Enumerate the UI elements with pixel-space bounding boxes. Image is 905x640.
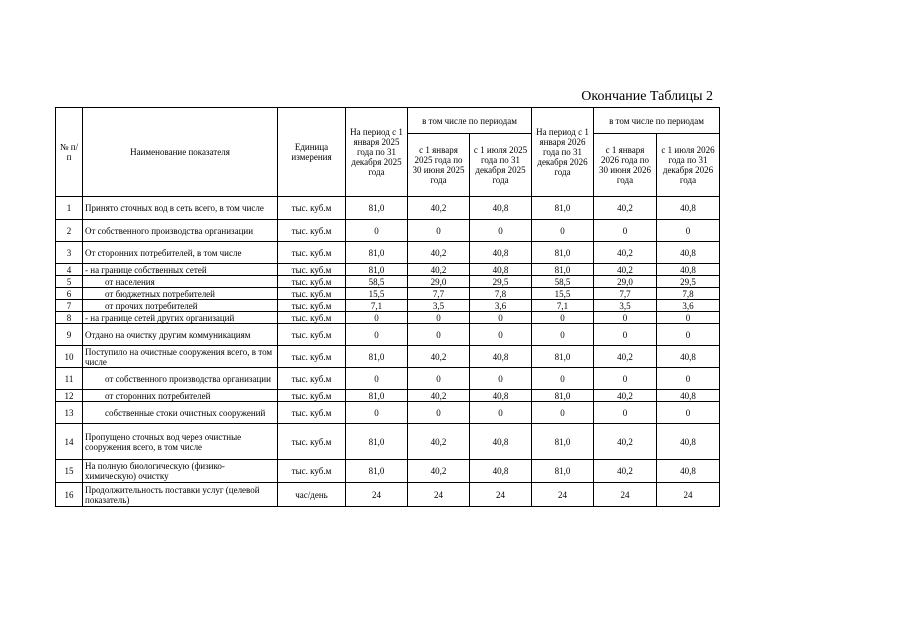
value-cell: 0 bbox=[346, 402, 408, 424]
value-cell: 0 bbox=[408, 402, 470, 424]
value-cell: 0 bbox=[408, 220, 470, 242]
value-cell: 40,8 bbox=[470, 197, 532, 220]
value-cell: 40,2 bbox=[594, 197, 657, 220]
value-cell: 81,0 bbox=[532, 264, 594, 276]
value-cell: 40,2 bbox=[408, 424, 470, 460]
value-cell: 3,6 bbox=[470, 300, 532, 312]
value-cell: 81,0 bbox=[532, 390, 594, 402]
header-subperiods-2025: в том числе по периодам bbox=[408, 108, 532, 134]
value-cell: 40,8 bbox=[657, 346, 720, 368]
unit-cell: тыс. куб.м bbox=[278, 368, 346, 390]
value-cell: 40,8 bbox=[470, 460, 532, 483]
indicator-name: от населения bbox=[83, 276, 278, 288]
indicator-name: Отдано на очистку другим коммуникациям bbox=[83, 324, 278, 346]
value-cell: 81,0 bbox=[532, 346, 594, 368]
table-row bbox=[56, 220, 720, 242]
row-number: 5 bbox=[56, 276, 83, 288]
indicator-name: От собственного производства организации bbox=[83, 220, 278, 242]
table-row bbox=[56, 197, 720, 220]
value-cell: 24 bbox=[594, 483, 657, 507]
unit-cell: тыс. куб.м bbox=[278, 424, 346, 460]
indicator-name: от бюджетных потребителей bbox=[83, 288, 278, 300]
row-number: 9 bbox=[56, 324, 83, 346]
table-row bbox=[56, 368, 720, 390]
row-number: 10 bbox=[56, 346, 83, 368]
table-row bbox=[56, 460, 720, 483]
value-cell: 0 bbox=[657, 324, 720, 346]
value-cell: 81,0 bbox=[346, 197, 408, 220]
unit-cell: тыс. куб.м bbox=[278, 220, 346, 242]
value-cell: 0 bbox=[594, 368, 657, 390]
value-cell: 0 bbox=[408, 368, 470, 390]
value-cell: 7,1 bbox=[346, 300, 408, 312]
value-cell: 81,0 bbox=[346, 424, 408, 460]
value-cell: 81,0 bbox=[346, 264, 408, 276]
value-cell: 24 bbox=[470, 483, 532, 507]
unit-cell: тыс. куб.м bbox=[278, 312, 346, 324]
value-cell: 0 bbox=[346, 220, 408, 242]
value-cell: 40,2 bbox=[408, 197, 470, 220]
value-cell: 0 bbox=[532, 220, 594, 242]
value-cell: 0 bbox=[594, 220, 657, 242]
table-row bbox=[56, 483, 720, 507]
value-cell: 29,5 bbox=[470, 276, 532, 288]
value-cell: 81,0 bbox=[346, 390, 408, 402]
row-number: 8 bbox=[56, 312, 83, 324]
header-h2-2025: с 1 июля 2025 года по 31 декабря 2025 года bbox=[470, 134, 532, 197]
value-cell: 40,2 bbox=[594, 390, 657, 402]
value-cell: 0 bbox=[470, 312, 532, 324]
value-cell: 0 bbox=[470, 402, 532, 424]
value-cell: 0 bbox=[657, 402, 720, 424]
value-cell: 40,2 bbox=[408, 346, 470, 368]
value-cell: 0 bbox=[657, 220, 720, 242]
value-cell: 81,0 bbox=[346, 242, 408, 264]
value-cell: 81,0 bbox=[532, 424, 594, 460]
value-cell: 0 bbox=[346, 368, 408, 390]
unit-cell: тыс. куб.м bbox=[278, 288, 346, 300]
value-cell: 40,2 bbox=[594, 264, 657, 276]
value-cell: 7,1 bbox=[532, 300, 594, 312]
indicator-name: от прочих потребителей bbox=[83, 300, 278, 312]
value-cell: 40,8 bbox=[470, 390, 532, 402]
value-cell: 81,0 bbox=[346, 346, 408, 368]
header-num: № п/п bbox=[56, 108, 83, 197]
header-unit: Единица измерения bbox=[278, 108, 346, 197]
value-cell: 29,0 bbox=[408, 276, 470, 288]
value-cell: 24 bbox=[532, 483, 594, 507]
value-cell: 40,8 bbox=[470, 424, 532, 460]
unit-cell: тыс. куб.м bbox=[278, 264, 346, 276]
value-cell: 15,5 bbox=[532, 288, 594, 300]
table-row bbox=[56, 424, 720, 460]
value-cell: 40,2 bbox=[408, 242, 470, 264]
indicator-name: Принято сточных вод в сеть всего, в том числе bbox=[83, 197, 278, 220]
indicator-name: От сторонних потребителей, в том числе bbox=[83, 242, 278, 264]
value-cell: 40,8 bbox=[657, 242, 720, 264]
header-h1-2026: с 1 января 2026 года по 30 июня 2026 года bbox=[594, 134, 657, 197]
indicator-name: - на границе сетей других организаций bbox=[83, 312, 278, 324]
value-cell: 40,2 bbox=[408, 390, 470, 402]
row-number: 3 bbox=[56, 242, 83, 264]
value-cell: 3,6 bbox=[657, 300, 720, 312]
value-cell: 0 bbox=[408, 312, 470, 324]
value-cell: 40,8 bbox=[657, 390, 720, 402]
table-row bbox=[56, 390, 720, 402]
indicator-name: - на границе собственных сетей bbox=[83, 264, 278, 276]
unit-cell: тыс. куб.м bbox=[278, 300, 346, 312]
unit-cell: тыс. куб.м bbox=[278, 242, 346, 264]
table-row bbox=[56, 288, 720, 300]
value-cell: 0 bbox=[657, 312, 720, 324]
value-cell: 40,8 bbox=[657, 424, 720, 460]
value-cell: 40,2 bbox=[594, 424, 657, 460]
value-cell: 0 bbox=[532, 324, 594, 346]
value-cell: 40,8 bbox=[470, 242, 532, 264]
value-cell: 81,0 bbox=[532, 197, 594, 220]
value-cell: 40,2 bbox=[594, 460, 657, 483]
table-body bbox=[56, 197, 720, 507]
row-number: 11 bbox=[56, 368, 83, 390]
table-row bbox=[56, 312, 720, 324]
unit-cell: тыс. куб.м bbox=[278, 390, 346, 402]
value-cell: 81,0 bbox=[532, 460, 594, 483]
value-cell: 0 bbox=[594, 324, 657, 346]
value-cell: 58,5 bbox=[346, 276, 408, 288]
value-cell: 40,8 bbox=[657, 264, 720, 276]
table-row bbox=[56, 264, 720, 276]
value-cell: 7,8 bbox=[657, 288, 720, 300]
unit-cell: тыс. куб.м bbox=[278, 324, 346, 346]
row-number: 2 bbox=[56, 220, 83, 242]
value-cell: 0 bbox=[594, 402, 657, 424]
value-cell: 81,0 bbox=[346, 460, 408, 483]
indicator-name: от сторонних потребителей bbox=[83, 390, 278, 402]
table-row bbox=[56, 402, 720, 424]
table-row bbox=[56, 346, 720, 368]
value-cell: 15,5 bbox=[346, 288, 408, 300]
header-period-2025: На период с 1 января 2025 года по 31 декабря 2025 года bbox=[346, 108, 408, 197]
value-cell: 40,2 bbox=[594, 346, 657, 368]
value-cell: 58,5 bbox=[532, 276, 594, 288]
table-caption: Окончание Таблицы 2 bbox=[581, 89, 713, 104]
table-row bbox=[56, 300, 720, 312]
value-cell: 0 bbox=[657, 368, 720, 390]
row-number: 14 bbox=[56, 424, 83, 460]
unit-cell: тыс. куб.м bbox=[278, 346, 346, 368]
value-cell: 0 bbox=[470, 324, 532, 346]
indicator-name: Поступило на очистные сооружения всего, в том числе bbox=[83, 346, 278, 368]
value-cell: 0 bbox=[408, 324, 470, 346]
value-cell: 0 bbox=[532, 312, 594, 324]
value-cell: 81,0 bbox=[532, 242, 594, 264]
unit-cell: тыс. куб.м bbox=[278, 197, 346, 220]
value-cell: 7,7 bbox=[408, 288, 470, 300]
row-number: 4 bbox=[56, 264, 83, 276]
value-cell: 40,8 bbox=[470, 264, 532, 276]
value-cell: 0 bbox=[470, 220, 532, 242]
unit-cell: час/день bbox=[278, 483, 346, 507]
header-period-2026: На период с 1 января 2026 года по 31 декабря 2026 года bbox=[532, 108, 594, 197]
value-cell: 40,8 bbox=[470, 346, 532, 368]
row-number: 7 bbox=[56, 300, 83, 312]
header-subperiods-2026: в том числе по периодам bbox=[594, 108, 720, 134]
value-cell: 24 bbox=[346, 483, 408, 507]
value-cell: 40,8 bbox=[657, 197, 720, 220]
unit-cell: тыс. куб.м bbox=[278, 402, 346, 424]
table-row bbox=[56, 276, 720, 288]
table-row bbox=[56, 324, 720, 346]
value-cell: 3,5 bbox=[594, 300, 657, 312]
value-cell: 0 bbox=[346, 312, 408, 324]
value-cell: 24 bbox=[408, 483, 470, 507]
table-row bbox=[56, 242, 720, 264]
indicator-name: На полную биологическую (физико-химическую) очистку bbox=[83, 460, 278, 483]
value-cell: 3,5 bbox=[408, 300, 470, 312]
header-h2-2026: с 1 июля 2026 года по 31 декабря 2026 года bbox=[657, 134, 720, 197]
value-cell: 40,8 bbox=[657, 460, 720, 483]
indicator-name: Пропущено сточных вод через очистные сооружения всего, в том числе bbox=[83, 424, 278, 460]
value-cell: 0 bbox=[346, 324, 408, 346]
indicator-name: от собственного производства организации bbox=[83, 368, 278, 390]
value-cell: 0 bbox=[532, 368, 594, 390]
value-cell: 0 bbox=[594, 312, 657, 324]
value-cell: 0 bbox=[470, 368, 532, 390]
row-number: 13 bbox=[56, 402, 83, 424]
row-number: 6 bbox=[56, 288, 83, 300]
value-cell: 7,7 bbox=[594, 288, 657, 300]
value-cell: 40,2 bbox=[408, 264, 470, 276]
value-cell: 29,5 bbox=[657, 276, 720, 288]
value-cell: 24 bbox=[657, 483, 720, 507]
row-number: 1 bbox=[56, 197, 83, 220]
unit-cell: тыс. куб.м bbox=[278, 460, 346, 483]
value-cell: 29,0 bbox=[594, 276, 657, 288]
indicator-name: собственные стоки очистных сооружений bbox=[83, 402, 278, 424]
row-number: 15 bbox=[56, 460, 83, 483]
row-number: 16 bbox=[56, 483, 83, 507]
header-name: Наименование показателя bbox=[83, 108, 278, 197]
header-h1-2025: с 1 января 2025 года по 30 июня 2025 года bbox=[408, 134, 470, 197]
value-cell: 0 bbox=[532, 402, 594, 424]
value-cell: 40,2 bbox=[594, 242, 657, 264]
value-cell: 40,2 bbox=[408, 460, 470, 483]
value-cell: 7,8 bbox=[470, 288, 532, 300]
data-table bbox=[55, 107, 720, 507]
unit-cell: тыс. куб.м bbox=[278, 276, 346, 288]
indicator-name: Продолжительность поставки услуг (целевой показатель) bbox=[83, 483, 278, 507]
row-number: 12 bbox=[56, 390, 83, 402]
